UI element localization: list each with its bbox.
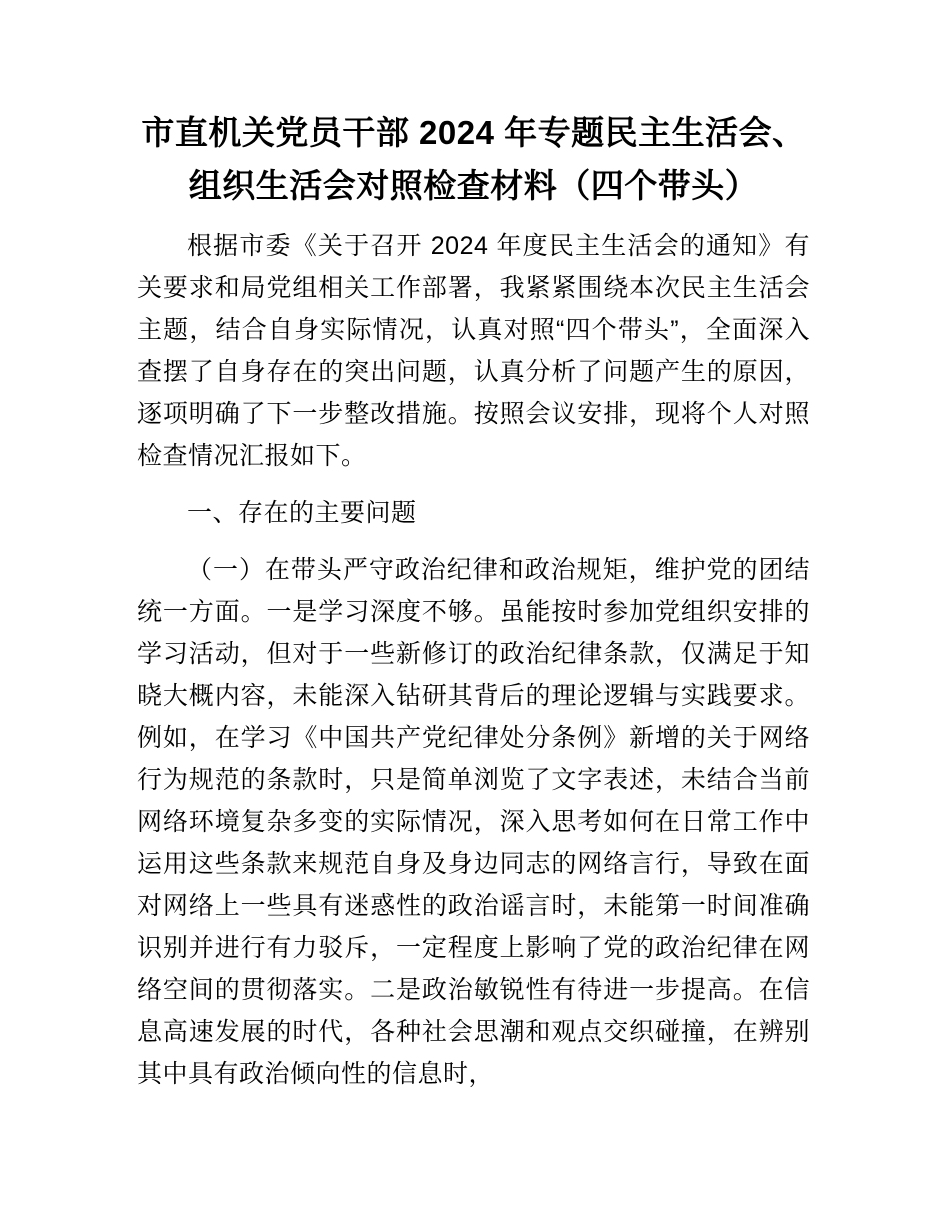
document-title bbox=[137, 106, 810, 212]
paragraph-section1-item1: （一）在带头严守政治纪律和政治规矩，维护党的团结统一方面。一是学习深度不够。虽能按时参加党组织安排的学习活动，但对于一些新修订的政治纪律条款，仅满足于知晓大概内容，未能深入钻研其背后的理论逻辑与实践要求。例如，在学习《中国共产党纪律处分条例》新增的关于网络行为规范的条款时，只是简单浏览了文字表述，未结合当前网络环境复杂多变的实际情况，深入思考如何在日常工作中运用这些条款来规范自身及身边同志的网络言行，导致在面对网络上一些具有迷惑性的政治谣言时，未能第一时间准确识别并进行有力驳斥，一定程度上影响了党的政治纪律在网络空间的贯彻落实。二是政治敏锐性有待进一步提高。在信息高速发展的时代，各种社会思潮和观点交织碰撞，在辨别其中具有政治倾向性的信息时， bbox=[137, 556, 810, 1088]
document-title-line-1: 市直机关党员干部 2024 年专题民主生活会、 bbox=[141, 114, 806, 151]
paragraph-intro: 根据市委《关于召开 2024 年度民主生活会的通知》有关要求和局党组相关工作部署，我紧紧围绕本次民主生活会主题，结合自身实际情况，认真对照“四个带头”，全面深入查摆了自身存在的突出问题，认真分析了问题产生的原因，逐项明确了下一步整改措施。按照会议安排，现将个人对照检查情况汇报如下。 bbox=[137, 232, 810, 470]
section-heading-1: 一、存在的主要问题 bbox=[187, 499, 417, 527]
document-title-line-2: 组织生活会对照检查材料（四个带头） bbox=[188, 167, 759, 204]
